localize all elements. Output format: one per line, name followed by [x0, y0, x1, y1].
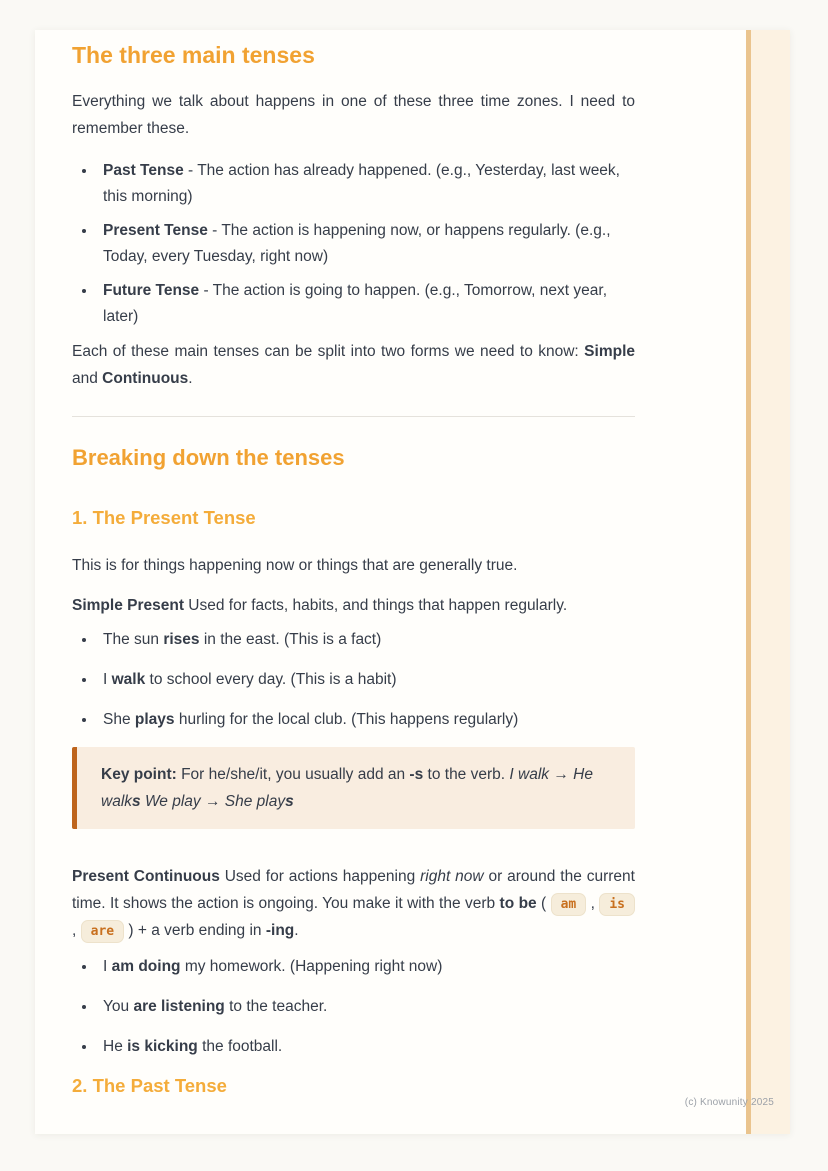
- copyright-credit: (c) Knowunity 2025: [684, 1097, 774, 1108]
- list-item-example: • The sun rises in the east. (This is a fact): [97, 627, 635, 653]
- list-item-example: • I walk to school every day. (This is a habit): [97, 667, 635, 693]
- main-heading: The three main tenses: [72, 42, 315, 68]
- past-tense-heading: 2. The Past Tense: [72, 1075, 227, 1096]
- simple-present-paragraph: Simple Present Used for facts, habits, and things that happen regularly.: [72, 597, 568, 614]
- list-item-future-tense: • Future Tense - The action is going to happen. (e.g., Tomorrow, next year, later): [97, 278, 635, 330]
- notes-page-card: [35, 30, 790, 1134]
- present-tense-heading: 1. The Present Tense: [72, 507, 256, 528]
- present-continuous-example-list: [72, 954, 635, 1060]
- page-edge-accent-bar: [746, 30, 790, 1134]
- breakdown-heading: Breaking down the tenses: [72, 445, 345, 470]
- list-item-example: • You are listening to the teacher.: [97, 994, 635, 1020]
- intro-paragraph: Everything we talk about happens in one of these three time zones. I need to remember these.: [72, 93, 635, 137]
- simple-present-example-list: [72, 627, 635, 733]
- split-forms-paragraph: Each of these main tenses can be split into two forms we need to know: Simple and Continuous.: [72, 343, 635, 387]
- list-item-past-tense: • Past Tense - The action has already happened. (e.g., Yesterday, last week, this morning): [97, 158, 635, 210]
- list-item-example: • I am doing my homework. (Happening right now): [97, 954, 635, 980]
- section-divider: [72, 416, 635, 417]
- present-continuous-paragraph: Present Continuous Used for actions happening right now or around the current time. It shows the action is ongoing. You make it with the verb to be ( am , is , are ) + a verb ending in -ing.: [72, 863, 635, 944]
- list-item-present-tense: • Present Tense - The action is happening now, or happens regularly. (e.g., Today, every Tuesday, right now): [97, 218, 635, 270]
- list-item-example: • She plays hurling for the local club. (This happens regularly): [97, 707, 635, 733]
- tense-list: [72, 158, 635, 330]
- key-point-callout: Key point: For he/she/it, you usually add an -s to the verb. I walk → He walks We play → She plays: [72, 747, 635, 829]
- list-item-example: • He is kicking the football.: [97, 1034, 635, 1060]
- document-content: [35, 30, 790, 1098]
- present-intro-paragraph: This is for things happening now or things that are generally true.: [72, 557, 518, 574]
